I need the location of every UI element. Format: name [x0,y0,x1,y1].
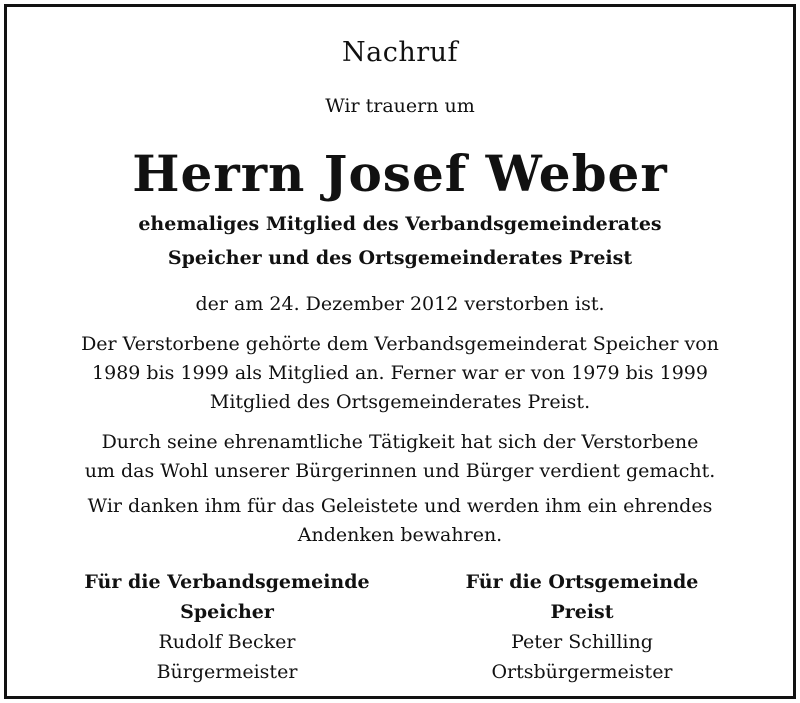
role-line-1: ehemaliges Mitglied des Verbandsgemeinderates [138,213,662,235]
death-line: der am 24. Dezember 2012 verstorben ist. [195,293,605,315]
signature-right-title: Ortsbürgermeister [491,661,673,683]
signature-right-org-line-1: Für die Ortsgemeinde [465,571,699,593]
paragraph-1-line-3: Mitglied des Ortsgemeinderates Preist. [209,391,591,413]
role-line-2: Speicher und des Ortsgemeinderates Preist [167,247,633,269]
paragraph-2-line-2: um das Wohl unserer Bürgerinnen und Bürger verdient gemacht. [84,460,716,482]
signature-left-title: Bürgermeister [156,661,298,683]
paragraph-1-line-2: 1989 bis 1999 als Mitglied an. Ferner war er von 1979 bis 1999 [92,362,708,384]
signature-left-org-line-2: Speicher [180,601,274,623]
signature-left-person: Rudolf Becker [158,631,296,653]
paragraph-1-line-1: Der Verstorbene gehörte dem Verbandsgemeinderat Speicher von [81,333,719,355]
signature-right-org-line-2: Preist [550,601,614,623]
notice-heading: Nachruf [341,37,459,68]
signature-block-left [47,567,407,687]
paragraph-2-line-1: Durch seine ehrenamtliche Tätigkeit hat sich der Verstorbene [101,431,699,453]
intro-line: Wir trauern um [325,95,475,117]
signature-right-person: Peter Schilling [511,631,653,653]
notice-frame [4,4,796,699]
notice-content [7,7,793,696]
signature-block-right [402,567,762,687]
paragraph-3-line-2: Andenken bewahren. [297,524,503,546]
paragraph-3-line-1: Wir danken ihm für das Geleistete und werden ihm ein ehrendes [87,495,713,517]
deceased-name: Herrn Josef Weber [132,144,668,203]
signature-left-org-line-1: Für die Verbandsgemeinde [84,571,370,593]
